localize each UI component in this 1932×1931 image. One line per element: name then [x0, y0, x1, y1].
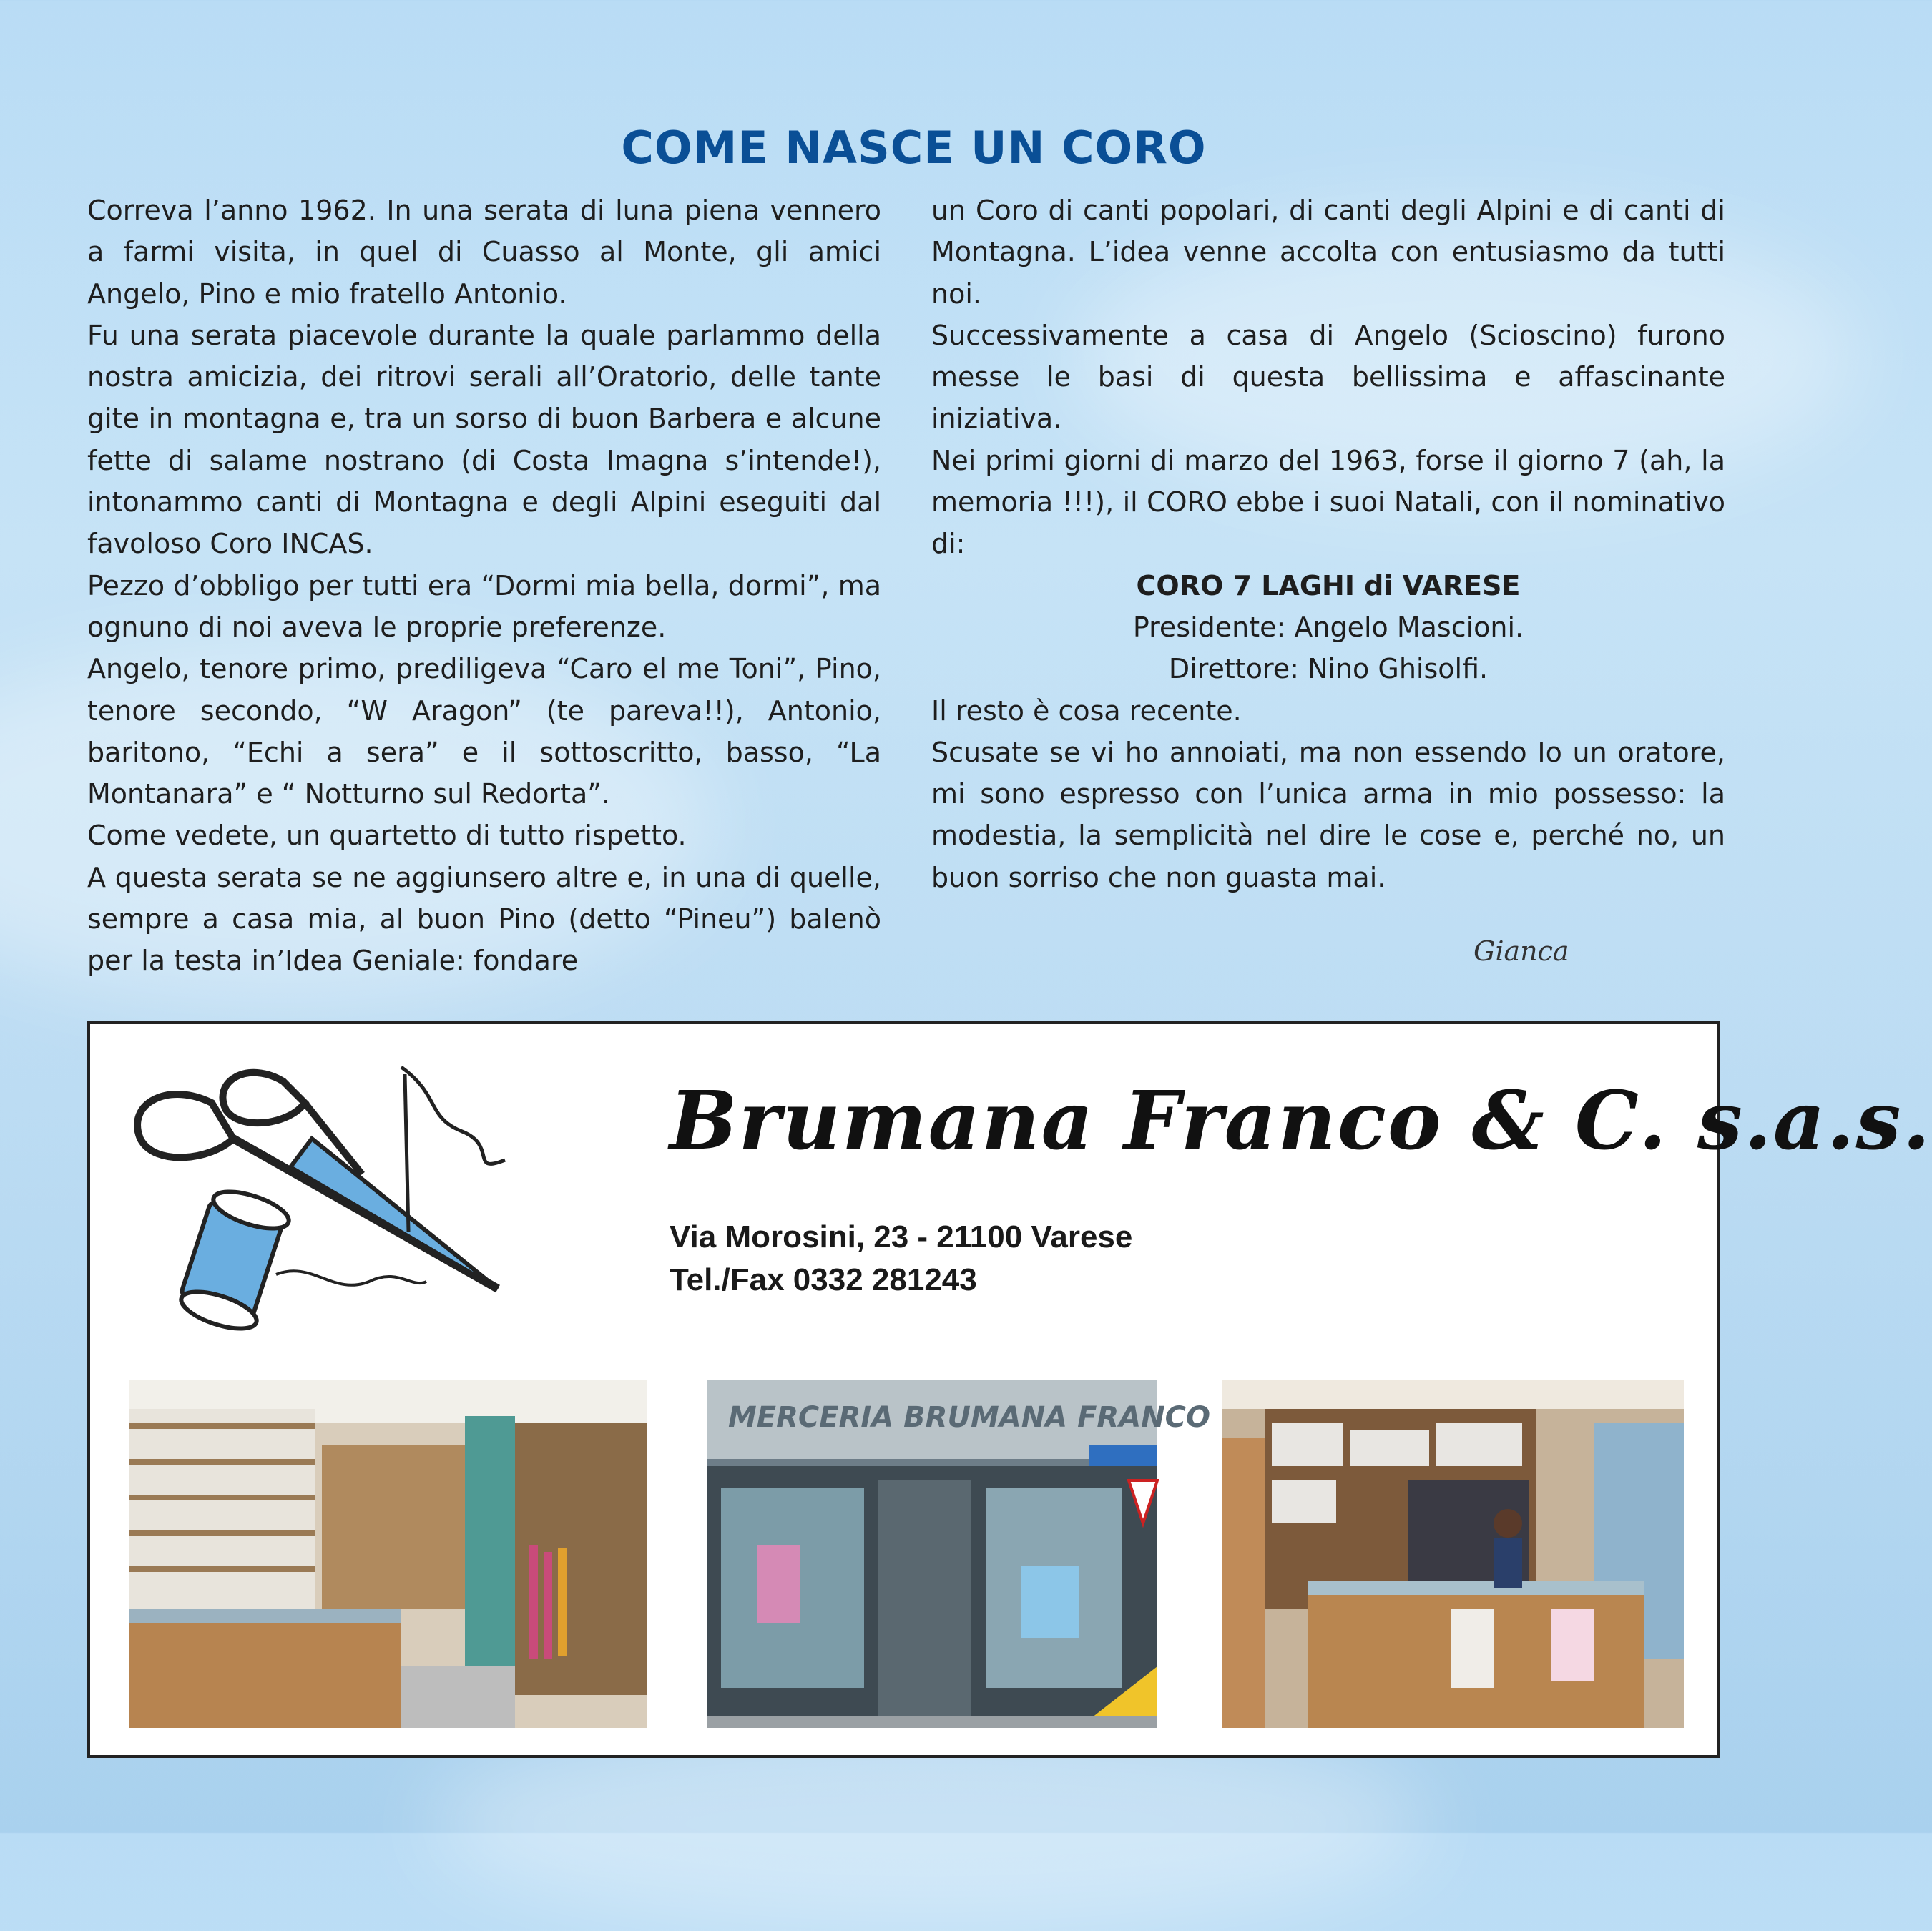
shop-interior-photo	[129, 1380, 647, 1728]
paragraph: Fu una serata piacevole durante la quale parlammo della nostra amicizia, dei ritrovi serali all’Oratorio, delle tante gite in montagna e, tra un sorso di buon Barbera e alcune fette di salame nostrano (di Costa Imagna s’intende!), intonammo canti di Montagna e degli Alpini eseguiti dal favoloso Coro INCAS.	[87, 319, 881, 560]
company-name: Brumana Franco & C. s.a.s.	[670, 1074, 1932, 1168]
paragraph: Correva l’anno 1962. In una serata di luna piena vennero a farmi visita, in quel di Cuasso al Monte, gli amici Angelo, Pino e mio fratello Antonio.	[87, 195, 881, 310]
paragraph: Scusate se vi ho annoiati, ma non essendo Io un oratore, mi sono espresso con l’unica arma in mio possesso: la modestia, la semplicità nel dire le cose e, perché no, un buon sorriso che non guasta mai.	[931, 736, 1725, 893]
paragraph: Angelo, tenore primo, prediligeva “Caro el me Toni”, Pino, tenore secondo, “W Aragon” (te pareva!!), Antonio, baritono, “Echi a sera” e il sottoscritto, basso, “La Montanara” e “ Notturno sul Redorta”.	[87, 653, 881, 810]
company-phone: Tel./Fax 0332 281243	[670, 1262, 977, 1297]
shop-counter-photo	[1222, 1380, 1684, 1728]
advertisement-box	[87, 1021, 1932, 1758]
paragraph: A questa serata se ne aggiunsero altre e, in una di quelle, sempre a casa mia, al buon Pino (detto “Pineu”) balenò per la testa in’Idea Geniale: fondare	[87, 861, 881, 977]
paragraph: Come vedete, un quartetto di tutto rispetto.	[87, 820, 687, 852]
storefront-photo	[707, 1380, 1210, 1728]
paragraph: un Coro di canti popolari, di canti degli Alpini e di canti di Montagna. L’idea venne accolta con entusiasmo da tutti noi.	[931, 195, 1725, 310]
company-contact	[670, 1216, 1132, 1302]
article-right-column	[931, 190, 1725, 898]
company-address: Via Morosini, 23 - 21100 Varese	[670, 1219, 1133, 1254]
paragraph: Successivamente a casa di Angelo (Scioscino) furono messe le basi di questa bellissima e affascinante iniziativa.	[931, 319, 1725, 435]
paragraph: Nei primi giorni di marzo del 1963, forse il giorno 7 (ah, la memoria !!!), il CORO ebbe i suoi Natali, con il nominativo di:	[931, 444, 1725, 560]
author-signature: Gianca	[1473, 935, 1569, 967]
scissors-needle-thread-icon	[126, 1053, 541, 1325]
article-left-column	[87, 190, 881, 982]
choir-name: CORO 7 LAGHI di VARESE	[1136, 569, 1521, 601]
paragraph: Il resto è cosa recente.	[931, 694, 1242, 727]
article-title: COME NASCE UN CORO	[621, 121, 1207, 174]
storefront-sign: MERCERIA BRUMANA FRANCO	[728, 1401, 1210, 1434]
president-line: Presidente: Angelo Mascioni.	[1132, 611, 1524, 643]
director-line: Direttore: Nino Ghisolfi.	[1168, 653, 1489, 685]
paragraph: Pezzo d’obbligo per tutti era “Dormi mia bella, dormi”, ma ognuno di noi aveva le proprie preferenze.	[87, 569, 881, 643]
